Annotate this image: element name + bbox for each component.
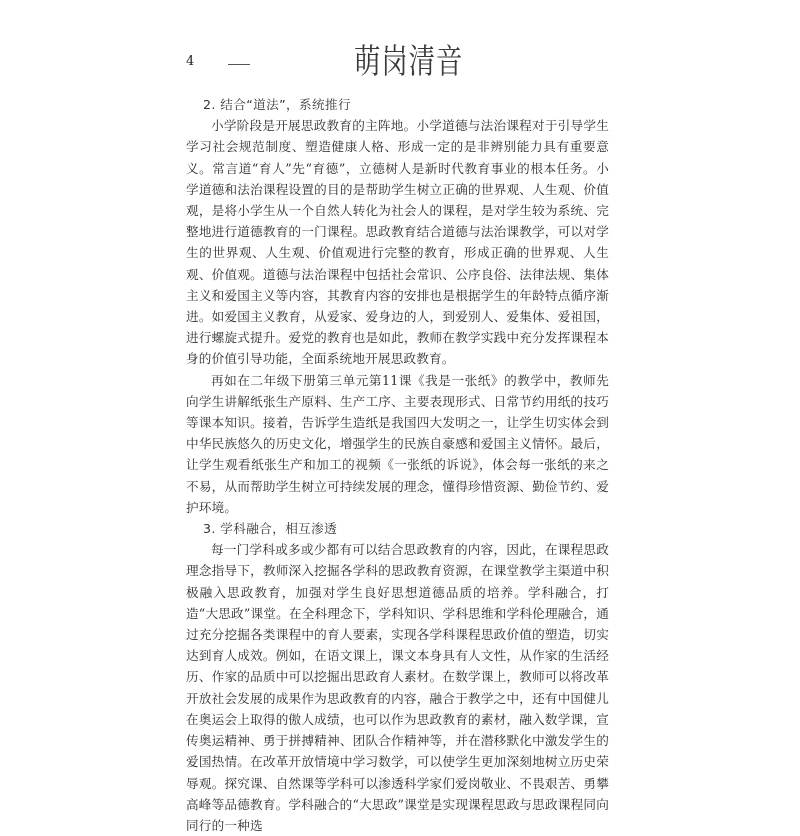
page-number: 4 [186,54,195,69]
paragraph: 再如在二年级下册第三单元第11课《我是一张纸》的教学中，教师先向学生讲解纸张生产原料、生产工序、主要表现形式、日常节约用纸的技巧等课本知识。接着，告诉学生造纸是我国四大发明之一，让学生切实体会到中华民族悠久的历史文化，增强学生的民族自豪感和爱国主义情怀。最后，让学生观看纸张生产和加工的视频《一张纸的诉说》，体会每一张纸的来之不易，从而帮助学生树立可持续发展的理念，懂得珍惜资源、勤俭节约、爱护环境。 [186,372,609,515]
section-heading-3: 3. 学科融合，相互渗透 [203,521,338,537]
page-header [186,40,626,84]
section-heading-2: 2. 结合“道法”，系统推行 [203,97,352,112]
running-title: 萌岗清音 [354,42,464,82]
paragraph: 小学阶段是开展思政教育的主阵地。小学道德与法治课程对于引导学生学习社会规范制度、塑造健康人格、形成一定的是非辨别能力具有重要意义。常言道“育人”先“育德”，立德树人是新时代教育事业的根本任务。小学道德和法治课程设置的目的是帮助学生树立正确的世界观、人生观、价值观，是将小学生从一个自然人转化为社会人的课程，是对学生较为系统、完整地进行道德教育的一门课程。思政教育结合道德与法治课教学，可以对学生的世界观、人生观、价值观进行完整的教育，形成正确的世界观、人生观、价值观。道德与法治课程中包括社会常识、公序良俗、法律法规、集体主义和爱国主义等内容，其教育内容的安排也是根据学生的年龄特点循序渐进。如爱国主义教育，从爱家、爱身边的人，到爱别人、爱集体、爱祖国，进行螺旋式提升。爱党的教育也是如此，教师在教学实践中充分发挥课程本身的价值引导功能，全面系统地开展思政教育。 [186,118,609,367]
paragraph: 每一门学科或多或少都有可以结合思政教育的内容，因此，在课程思政理念指导下，教师深入挖掘各学科的思政教育资源，在课堂教学主渠道中积极融入思政教育，加强对学生良好思想道德品质的培养。学科融合，打造“大思政”课堂。在全科理念下，学科知识、学科思维和学科伦理融合，通过充分挖掘各类课程中的育人要素，实现各学科课程思政价值的塑造，切实达到育人成效。例如，在语文课上，课文本身具有人文性，从作家的生活经历、作家的品质中可以挖掘出思政育人素材。在数学课上，教师可以将改革开放社会发展的成果作为思政教育的内容，融合于教学之中，还有中国健儿在奥运会上取得的傲人成绩，也可以作为思政教育的素材，融入数学课，宣传奥运精神、勇于拼搏精神、团队合作精神等，并在潜移默化中激发学生的爱国热情。在改革开放情境中学习数学，可以使学生更加深刻地树立历史荣辱观。探究课、自然课等学科可以渗透科学家们爱岗敬业、不畏艰苦、勇攀高峰等品德教育。学科融合的“大思政”课堂是实现课程思政与思政课程同向同行的一种选 [186,542,609,833]
page-body [186,94,609,836]
header-dash-divider [228,64,250,65]
